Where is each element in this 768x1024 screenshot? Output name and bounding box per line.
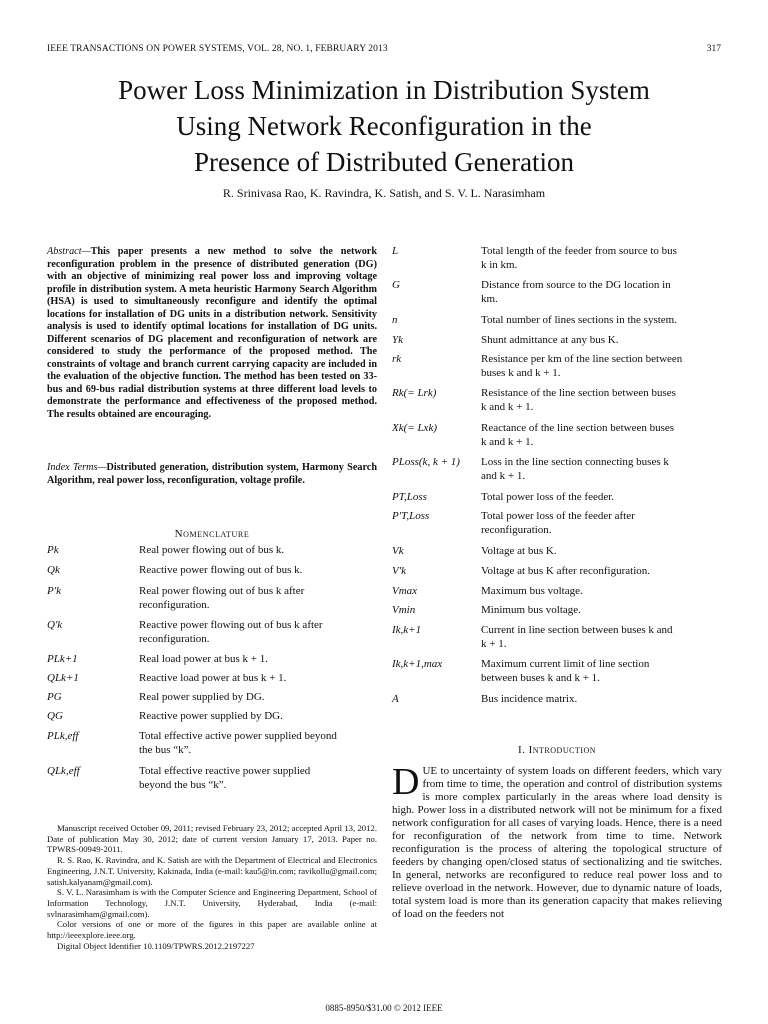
- nomenclature-symbol: QG: [47, 710, 63, 722]
- nomenclature-definition-continued: between buses k and k + 1.: [481, 671, 600, 684]
- drop-cap: D: [392, 761, 420, 803]
- nomenclature-symbol: QLk,eff: [47, 765, 80, 777]
- nomenclature-definition: Loss in the line section connecting buses k: [481, 456, 669, 468]
- nomenclature-symbol: rk: [392, 353, 402, 365]
- nomenclature-symbol: n: [392, 314, 398, 326]
- nomenclature-definition: Total number of lines sections in the system.: [481, 314, 677, 326]
- nomenclature-definition: Reactive load power at bus k + 1.: [139, 672, 287, 684]
- nomenclature-symbol: Pk: [47, 544, 59, 556]
- nomenclature-definition: Real power supplied by DG.: [139, 691, 265, 703]
- nomenclature-definition: Real power flowing out of bus k.: [139, 544, 285, 556]
- index-terms-text: Distributed generation, distribution system, Harmony Search Algorithm, real power loss, reconfiguration, voltage profile.: [47, 462, 377, 486]
- nomenclature-symbol: L: [392, 245, 399, 257]
- nomenclature-symbol: Rk(= Lrk): [392, 387, 437, 399]
- nomenclature-symbol: P'T,Loss: [392, 510, 430, 522]
- introduction-text: [392, 761, 722, 921]
- nomenclature-definition: Reactance of the line section between buses: [481, 422, 675, 434]
- nomenclature-definition: Real power flowing out of bus k after: [139, 585, 305, 597]
- nomenclature-symbol: PG: [47, 691, 62, 703]
- nomenclature-symbol: Q'k: [47, 619, 63, 631]
- nomenclature-definition-continued: k and k + 1.: [481, 435, 534, 448]
- copyright-footer: 0885-8950/$31.00 © 2012 IEEE: [325, 1003, 443, 1013]
- nomenclature-symbol: PLk,eff: [47, 730, 79, 742]
- nomenclature-symbol: PLoss(k, k + 1): [392, 456, 460, 468]
- page-number: 317: [706, 44, 721, 54]
- nomenclature-definition-continued: the bus “k”.: [139, 743, 192, 756]
- nomenclature-definition: Maximum current limit of line section: [481, 658, 650, 670]
- footnotes: [47, 823, 377, 951]
- nomenclature-definition-continued: k in km.: [481, 258, 518, 271]
- footnote: Digital Object Identifier 10.1109/TPWRS.2012.2197227: [57, 940, 255, 951]
- section-heading: I. Introduction: [517, 744, 597, 756]
- nomenclature-definition-continued: k + 1.: [481, 637, 507, 650]
- nomenclature-heading: Nomenclature: [174, 528, 250, 540]
- nomenclature-definition-continued: reconfiguration.: [481, 523, 552, 536]
- nomenclature-symbol: Ik,k+1,max: [392, 658, 443, 670]
- nomenclature-symbol: Vmin: [392, 604, 416, 616]
- nomenclature-definition-continued: reconfiguration.: [139, 598, 210, 611]
- nomenclature-definition: Shunt admittance at any bus K.: [481, 334, 619, 346]
- abstract-text: This paper presents a new method to solve the network reconfiguration problem in the presence of distributed generation (DG) with an objective of minimizing real power loss and improving voltage profile in distribution system. A meta heuristic Harmony Search Algorithm (HSA) is used to simultaneously reconfigure and identify the optimal locations for installation of DG units in a distribution network. Sensitivity analysis is used to identify optimal locations for installation of DG units. Different scenarios of DG placement and reconfiguration of network are considered to study the performance of the proposed method. The constraints of voltage and branch current carrying capacity are included in the evaluation of the objective function. The method has been tested on 33-bus and 69-bus radial distribution systems at three different load levels to demonstrate the performance and effectiveness of the proposed method. The results obtained are encouraging.: [47, 246, 377, 420]
- nomenclature-definition: Resistance per km of the line section between: [481, 353, 683, 365]
- nomenclature-symbol: P'k: [47, 585, 61, 597]
- nomenclature-symbol: PLk+1: [47, 653, 78, 665]
- nomenclature-symbol: G: [392, 279, 400, 291]
- nomenclature-definition: Reactive power supplied by DG.: [139, 710, 283, 722]
- title-line: Power Loss Minimization in Distribution System: [118, 75, 650, 105]
- nomenclature-definition: Voltage at bus K after reconfiguration.: [481, 565, 651, 577]
- nomenclature-definition: Distance from source to the DG location in: [481, 279, 671, 291]
- nomenclature-symbol: Vmax: [392, 585, 418, 597]
- nomenclature-symbol: Xk(= Lxk): [392, 422, 437, 434]
- nomenclature-definition: Voltage at bus K.: [481, 545, 557, 557]
- nomenclature-definition: Total effective active power supplied beyond: [139, 730, 337, 742]
- nomenclature-symbol: PT,Loss: [392, 491, 427, 503]
- nomenclature-definition-continued: k and k + 1.: [481, 400, 534, 413]
- nomenclature-definition: Bus incidence matrix.: [481, 693, 578, 705]
- paper-title: [0, 72, 768, 180]
- nomenclature-definition: Total effective reactive power supplied: [139, 765, 311, 777]
- nomenclature-definition-continued: beyond the bus “k”.: [139, 778, 227, 791]
- nomenclature-symbol: A: [392, 693, 399, 705]
- nomenclature-definition: Minimum bus voltage.: [481, 604, 581, 616]
- journal-header: IEEE TRANSACTIONS ON POWER SYSTEMS, VOL. 28, NO. 1, FEBRUARY 2013: [47, 44, 388, 54]
- introduction-paragraph: UE to uncertainty of system loads on different feeders, which vary from time to time, the operation and control of distribution systems is more complex particularly in the areas where load density is high. Power loss in a distributed network will not be minimum for a fixed network configuration for all cases of varying loads. Hence, there is a need for reconfiguration of the network from time to time. Network reconfiguration is the process of altering the topological structure of feeders by changing open/closed status of sectionalizing and tie switches. In general, networks are reconfigured to reduce real power loss and to relieve overload in the network. However, due to dynamic nature of loads, total system load is more than its generation capacity that makes relieving of load on the feeders not: [392, 765, 722, 920]
- nomenclature-definition-continued: reconfiguration.: [139, 632, 210, 645]
- abstract-label: Abstract—: [47, 246, 91, 257]
- footnote: Manuscript received October 09, 2011; revised February 23, 2012; accepted April 13, 2012. Date of publication May 30, 2012; date of current version January 17, 2013. Paper no. TPWRS-00949-2011.: [47, 823, 377, 855]
- index-terms-label: Index Terms—: [47, 462, 107, 473]
- nomenclature-symbol: Yk: [392, 334, 403, 346]
- nomenclature-definition: Resistance of the line section between buses: [481, 387, 676, 399]
- nomenclature-definition-continued: buses k and k + 1.: [481, 366, 561, 379]
- nomenclature-definition: Reactive power flowing out of bus k after: [139, 619, 323, 631]
- nomenclature-definition-continued: and k + 1.: [481, 469, 526, 482]
- title-line: Using Network Reconfiguration in the: [176, 111, 592, 141]
- title-line: Presence of Distributed Generation: [193, 147, 575, 177]
- nomenclature-definition: Total length of the feeder from source to bus: [481, 245, 677, 257]
- nomenclature-definition: Maximum bus voltage.: [481, 585, 583, 597]
- author-list: R. Srinivasa Rao, K. Ravindra, K. Satish, and S. V. L. Narasimham: [222, 186, 546, 200]
- nomenclature-symbol: V'k: [392, 565, 406, 577]
- nomenclature-definition: Reactive power flowing out of bus k.: [139, 564, 303, 576]
- footnote: Color versions of one or more of the figures in this paper are available online at http://ieeexplore.ieee.org.: [47, 919, 377, 941]
- nomenclature-definition: Real load power at bus k + 1.: [139, 653, 269, 665]
- nomenclature-definition-continued: km.: [481, 292, 498, 305]
- footnote: R. S. Rao, K. Ravindra, and K. Satish are with the Department of Electrical and Electronics Engineering, J.N.T. University, Kakinada, India (e-mail: kau5@in.com; ravikollu@gmail.com; satish.kalyanam@gmail.com).: [47, 855, 377, 887]
- nomenclature-definition: Current in line section between buses k and: [481, 624, 673, 636]
- nomenclature-symbol: Ik,k+1: [392, 624, 422, 636]
- nomenclature-symbol: Vk: [392, 545, 404, 557]
- nomenclature-definition: Total power loss of the feeder after: [481, 510, 635, 522]
- nomenclature-definition: Total power loss of the feeder.: [481, 491, 615, 503]
- footnote: S. V. L. Narasimham is with the Computer Science and Engineering Department, School of Information Technology, J.N.T. University, Hyderabad, India (e-mail: svlnarasimham@gmail.com).: [47, 887, 377, 919]
- nomenclature-symbol: QLk+1: [47, 672, 79, 684]
- abstract: [47, 246, 377, 421]
- nomenclature-symbol: Qk: [47, 564, 60, 576]
- index-terms: [47, 462, 377, 487]
